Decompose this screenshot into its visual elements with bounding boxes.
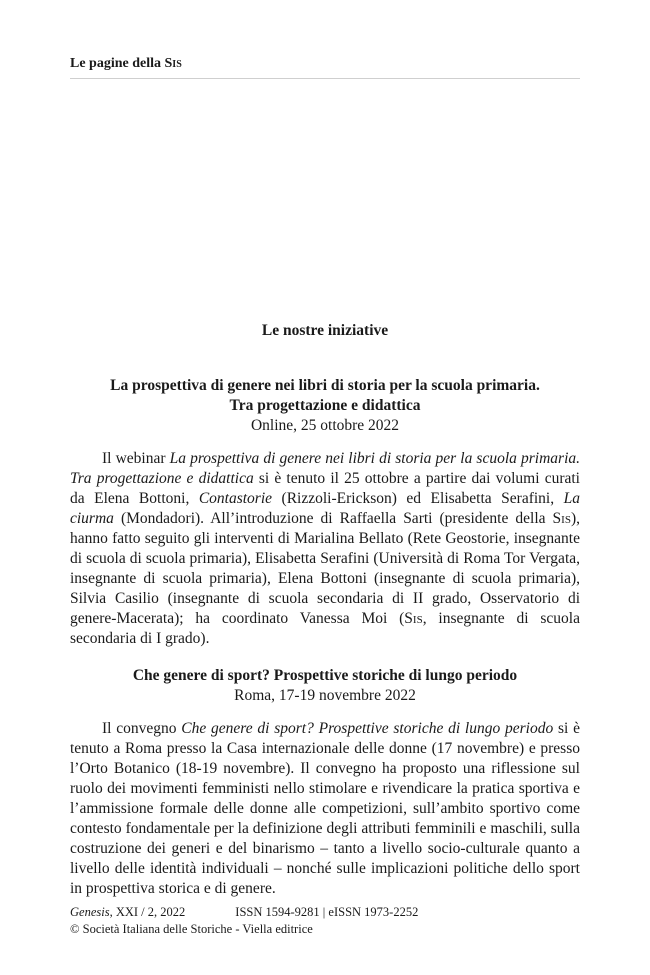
running-head	[70, 56, 182, 72]
event-place-date: Roma, 17-19 novembre 2022	[234, 687, 416, 704]
society-abbr: Sis	[404, 610, 423, 627]
running-head-text: Le pagine della	[70, 56, 165, 71]
footer-copyright: © Società Italiana delle Storiche - Viella editrice	[70, 922, 313, 936]
text-run: ), hanno fatto seguito gli interventi di Marialina Bellato (Rete Geostorie, insegnante di scuola di scuola primaria), Elisabetta Serafini (Università di Roma Tor Vergata, insegnante di scuola primaria), Elena Bottoni (insegnante di scuola primaria), Silvia Casilio (insegnante di scuola secondaria di II grado, Osservatorio di genere-Macerata); ha coordinato Vanessa Moi (	[70, 510, 580, 627]
event-title-line-1: La prospettiva di genere nei libri di storia per la scuola primaria.	[110, 377, 540, 394]
header-rule	[70, 78, 580, 79]
event-title-line-2: Tra progettazione e didattica	[229, 397, 421, 414]
book-title: Contastorie	[198, 490, 273, 507]
event-title: Che genere di sport? Prospettive storiche di lungo periodo	[132, 667, 518, 684]
journal-issue: , XXI / 2, 2022	[109, 905, 186, 919]
conference-title: Che genere di sport? Prospettive storiche di lungo periodo	[181, 720, 554, 737]
society-abbr: Sis	[552, 510, 571, 527]
journal-issn: ISSN 1594-9281 | eISSN 1973-2252	[235, 905, 419, 919]
text-run: si è tenuto il 25 ottobre a partire dai volumi curati da Elena Bottoni,	[70, 470, 580, 507]
text-run: , insegnante di scuola secondaria di I grado).	[70, 610, 580, 647]
text-run: (Mondadori). All’introduzione di Raffaella Sarti (presidente della	[113, 510, 553, 527]
text-run: si è tenuto a Roma presso la Casa internazionale delle donne (17 novembre) e presso l’Orto Botanico (18-19 novembre). Il convegno ha proposto una riflessione sul ruolo dei movimenti femministi nello stimolare e rivendicare la pratica sportiva e l’ammissione formale delle donne alle competizioni, sull’ambito sportivo come contesto fondamentale per la definizione degli attributi femminili e maschili, sulla costruzione dei generi e del binarismo – tanto a livello socio-culturale quanto a livello delle identità individuali – nonché sulle implicazioni politiche dello sport in prospettiva storica e di genere.	[70, 720, 580, 897]
running-head-society: Sis	[164, 56, 182, 71]
event-paragraph	[70, 449, 580, 649]
webinar-title: La prospettiva di genere nei libri di storia per la scuola primaria. Tra progettazione e didattica	[70, 450, 581, 487]
book-title: La ciurma	[70, 490, 580, 527]
text-run: Il webinar	[102, 450, 170, 467]
text-run: (Rizzoli-Erickson) ed Elisabetta Serafini,	[272, 490, 564, 507]
footer-line-1	[70, 904, 418, 921]
event-paragraph	[70, 719, 580, 899]
event-place-date: Online, 25 ottobre 2022	[250, 417, 400, 434]
section-title: Le nostre iniziative	[261, 322, 389, 339]
journal-name: Genesis	[70, 905, 110, 919]
event-webinar	[70, 376, 580, 665]
text-run: Il convegno	[102, 720, 182, 737]
page-footer	[70, 904, 418, 938]
event-conference	[70, 666, 580, 915]
